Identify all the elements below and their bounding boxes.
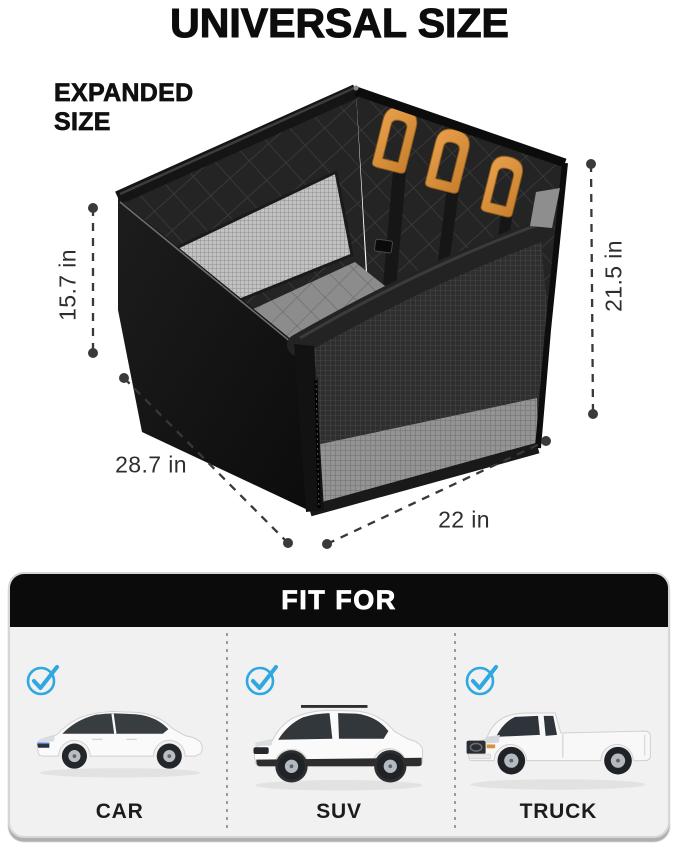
zipper-pull (354, 86, 359, 91)
fit-for-body (10, 627, 668, 836)
dimension-label-bottom-left: 28.7 in (115, 451, 187, 478)
page-title: UNIVERSAL SIZE (170, 0, 509, 46)
fit-for-title: FIT FOR (281, 585, 397, 615)
vehicle-label-suv: SUV (316, 800, 362, 823)
fit-column-truck (449, 627, 668, 836)
truck-image (458, 691, 658, 796)
vehicle-label-truck: TRUCK (519, 800, 598, 823)
fit-for-header (10, 574, 668, 627)
dimension-label-left: 15.7 in (54, 249, 81, 321)
expanded-size-label: EXPANDED SIZE (54, 79, 194, 136)
vehicle-label-car: CAR (95, 800, 144, 823)
fit-for-panel (8, 572, 670, 838)
car-image (27, 691, 213, 784)
dimension-label-right: 21.5 in (600, 240, 627, 312)
dimension-line-right (591, 164, 593, 414)
fit-column-suv (229, 627, 448, 836)
fit-column-car (10, 627, 229, 836)
dimension-label-bottom-right: 22 in (438, 506, 490, 533)
suv-image (244, 691, 434, 796)
